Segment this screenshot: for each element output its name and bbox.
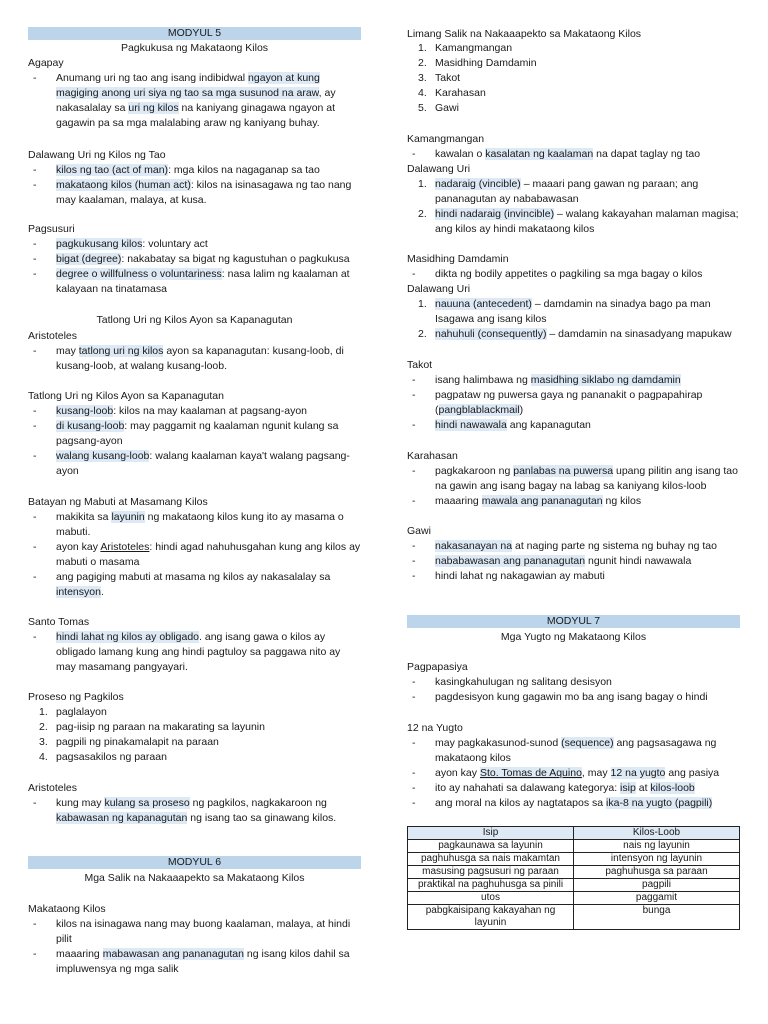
heading-dalawang-uri-2: Dalawang Uri bbox=[407, 283, 471, 295]
modyul-5-title: Pagkukusa ng Makataong Kilos bbox=[120, 42, 269, 54]
list-item: - hindi nawawala ang kapanagutan bbox=[412, 419, 591, 431]
column-header-kilos-loob: Kilos-Loob bbox=[574, 827, 740, 840]
list-item: 3. pagpili ng pinakamalapit na paraan bbox=[39, 736, 219, 748]
table-cell: paghuhusga sa nais makamtan bbox=[408, 853, 574, 866]
list-item: - ayon kay Aristoteles: hindi agad nahuhusgahan kung ang kilos ay mabuti o masama bbox=[33, 541, 361, 568]
table-row bbox=[408, 905, 740, 930]
list-item: - isang halimbawa ng masidhing siklabo ng damdamin bbox=[412, 374, 681, 386]
table-cell: bunga bbox=[574, 905, 740, 930]
modyul-6-label: MODYUL 6 bbox=[28, 856, 361, 869]
heading-pagpapasiya: Pagpapasiya bbox=[407, 661, 468, 673]
heading-kamangmangan: Kamangmangan bbox=[407, 133, 485, 145]
pagsusuri-list bbox=[28, 237, 361, 297]
modyul-7-label: MODYUL 7 bbox=[407, 615, 740, 628]
list-item: - ayon kay Sto. Tomas de Aquino, may 12 na yugto ang pasiya bbox=[412, 767, 720, 779]
dalawang-uri-2-list bbox=[407, 297, 740, 342]
modyul-5-label: MODYUL 5 bbox=[28, 27, 361, 40]
heading-dalawang-uri-1: Dalawang Uri bbox=[407, 163, 471, 175]
limang-salik-list bbox=[407, 41, 740, 116]
list-item: - maaaring mabawasan ang pananagutan ng isang kilos dahil sa impluwensya ng mga salik bbox=[33, 948, 350, 975]
table-row bbox=[408, 879, 740, 892]
table-cell: paggamit bbox=[574, 892, 740, 905]
list-item: - ito ay nahahati sa dalawang kategorya: isip at kilos-loob bbox=[412, 782, 695, 794]
tatlong-uri-list bbox=[28, 404, 361, 479]
list-item: 1. Kamangmangan bbox=[418, 42, 513, 54]
list-item: - nakasanayan na at naging parte ng sistema ng buhay ng tao bbox=[412, 540, 717, 552]
heading-karahasan: Karahasan bbox=[407, 450, 458, 462]
proseso-list bbox=[28, 705, 361, 765]
table-cell: masusing pagsusuri ng paraan bbox=[408, 866, 574, 879]
table-cell: nais ng layunin bbox=[574, 840, 740, 853]
list-item: - dikta ng bodily appetites o pagkiling sa mga bagay o kilos bbox=[412, 268, 703, 280]
heading-batayan: Batayan ng Mabuti at Masamang Kilos bbox=[28, 496, 208, 508]
list-item: - hindi lahat ng kilos ay obligado. ang isang gawa o kilos ay obligado lamang kung ang hindi pagtuloy sa paggawa nito ay may masamang pangyayari. bbox=[33, 631, 341, 673]
table-cell: pagkaunawa sa layunin bbox=[408, 840, 574, 853]
tatlong-uri-title: Tatlong Uri ng Kilos Ayon sa Kapanagutan bbox=[96, 314, 293, 326]
list-item: - ang moral na kilos ay nagtatapos sa ika-8 na yugto (pagpili) bbox=[412, 797, 713, 809]
list-item: 1. paglalayon bbox=[39, 706, 107, 718]
heading-proseso: Proseso ng Pagkilos bbox=[28, 691, 124, 703]
dalawang-uri-1-list bbox=[407, 177, 740, 237]
heading-aristoteles: Aristoteles bbox=[28, 330, 78, 342]
table-cell: pagpili bbox=[574, 879, 740, 892]
kamangmangan-list bbox=[407, 147, 740, 162]
list-item: - bigat (degree): nakabatay sa bigat ng kagustuhan o pagkukusa bbox=[33, 253, 350, 265]
list-item: - kusang-loob: kilos na may kaalaman at pagsang-ayon bbox=[33, 405, 307, 417]
santo-tomas-list bbox=[28, 630, 361, 675]
list-item: - may pagkakasunod-sunod (sequence) ang pagsasagawa ng makataong kilos bbox=[412, 737, 717, 764]
table-cell: utos bbox=[408, 892, 574, 905]
list-item: - pagpataw ng puwersa gaya ng pananakit o pagpapahirap (pangblablackmail) bbox=[412, 389, 703, 416]
list-item: 2. nahuhuli (consequently) – damdamin na sinasadyang mapukaw bbox=[418, 328, 732, 340]
list-item: 1. nadaraig (vincible) – maaari pang gawan ng paraan; ang pananagutan ay nababawasan bbox=[418, 178, 699, 205]
dalawang-uri-list bbox=[28, 163, 361, 208]
list-item: 3. Takot bbox=[418, 72, 461, 84]
list-item: - degree o willfulness o voluntariness: nasa lalim ng kaalaman at kalayaan na tinatamasa bbox=[33, 268, 350, 295]
table-cell: paghuhusga sa paraan bbox=[574, 866, 740, 879]
list-item: 5. Gawi bbox=[418, 102, 459, 114]
takot-list bbox=[407, 373, 740, 433]
table-cell: intensyon ng layunin bbox=[574, 853, 740, 866]
list-item: 2. pag-iisip ng paraan na makarating sa layunin bbox=[39, 721, 265, 733]
list-item: - walang kusang-loob: walang kaalaman kaya't walang pagsang-ayon bbox=[33, 450, 350, 477]
aristoteles-2-list bbox=[28, 796, 361, 826]
pagpapasiya-list bbox=[407, 675, 740, 705]
agapay-list bbox=[28, 71, 361, 131]
heading-masidhing-damdamin: Masidhing Damdamin bbox=[407, 253, 509, 265]
list-item: - pagkukusang kilos: voluntary act bbox=[33, 238, 208, 250]
list-item: - pagkakaroon ng panlabas na puwersa upang pilitin ang isang tao na gawin ang isang bagay na labag sa kaniyang kilos-loob bbox=[412, 465, 738, 492]
list-item: - maaaring mawala ang pananagutan ng kilos bbox=[412, 495, 642, 507]
karahasan-list bbox=[407, 464, 740, 509]
list-item: - may tatlong uri ng kilos ayon sa kapanagutan: kusang-loob, di kusang-loob, at walang kusang-loob. bbox=[33, 345, 344, 372]
list-item: - kawalan o kasalatan ng kaalaman na dapat taglay ng tao bbox=[412, 148, 701, 160]
batayan-list bbox=[28, 510, 361, 600]
heading-agapay: Agapay bbox=[28, 57, 64, 69]
heading-tatlong-uri: Tatlong Uri ng Kilos Ayon sa Kapanagutan bbox=[28, 390, 224, 402]
modyul-6-title: Mga Salik na Nakaaapekto sa Makataong Kilos bbox=[84, 872, 305, 884]
list-item: - hindi lahat ng nakagawian ay mabuti bbox=[412, 570, 605, 582]
list-item: - kasingkahulugan ng salitang desisyon bbox=[412, 676, 612, 688]
heading-12-na-yugto: 12 na Yugto bbox=[407, 722, 463, 734]
table-header-row bbox=[408, 827, 740, 840]
heading-dalawang-uri: Dalawang Uri ng Kilos ng Tao bbox=[28, 149, 166, 161]
list-item: - di kusang-loob: may paggamit ng kaalaman ngunit kulang sa pagsang-ayon bbox=[33, 420, 339, 447]
modyul-7-title: Mga Yugto ng Makataong Kilos bbox=[500, 631, 647, 643]
table-row bbox=[408, 853, 740, 866]
table-row bbox=[408, 840, 740, 853]
heading-makataong-kilos: Makataong Kilos bbox=[28, 903, 106, 915]
table-row bbox=[408, 892, 740, 905]
heading-gawi: Gawi bbox=[407, 525, 431, 537]
makataong-kilos-list bbox=[28, 917, 361, 977]
isip-kilos-loob-table bbox=[407, 826, 740, 930]
list-item: - Anumang uri ng tao ang isang indibidwal ngayon at kung magiging anong uri siya ng tao sa mga susunod na araw, ay nakasalalay sa uri ng kilos na kaniyang ginagawa ngayon at gagawin pa sa mga malalabing araw ng kaniyang buhay. bbox=[33, 72, 336, 129]
heading-limang-salik: Limang Salik na Nakaaapekto sa Makataong Kilos bbox=[407, 28, 642, 40]
list-item: 4. Karahasan bbox=[418, 87, 486, 99]
yugto-list bbox=[407, 736, 740, 811]
gawi-list bbox=[407, 539, 740, 584]
list-item: - makataong kilos (human act): kilos na isinasagawa ng tao nang may kaalaman, malaya, at kusa. bbox=[33, 179, 352, 206]
list-item: - ang pagiging mabuti at masama ng kilos ay nakasalalay sa intensyon. bbox=[33, 571, 331, 598]
list-item: 2. hindi nadaraig (invincible) – walang kakayahan malaman magisa; ang kilos ay hindi makataong kilos bbox=[418, 208, 739, 235]
list-item: - kilos na isinagawa nang may buong kaalaman, malaya, at hindi pilit bbox=[33, 918, 351, 945]
masidhing-damdamin-list bbox=[407, 267, 740, 282]
heading-pagsusuri: Pagsusuri bbox=[28, 223, 75, 235]
column-header-isip: Isip bbox=[408, 827, 574, 840]
list-item: 2. Masidhing Damdamin bbox=[418, 57, 537, 69]
list-item: - nababawasan ang pananagutan ngunit hindi nawawala bbox=[412, 555, 692, 567]
heading-aristoteles-2: Aristoteles bbox=[28, 782, 78, 794]
list-item: 1. nauuna (antecedent) – damdamin na sinadya bago pa man Isagawa ang isang kilos bbox=[418, 298, 711, 325]
aristoteles-list bbox=[28, 344, 361, 374]
list-item: - makikita sa layunin ng makataong kilos kung ito ay masama o mabuti. bbox=[33, 511, 344, 538]
heading-santo-tomas: Santo Tomas bbox=[28, 616, 90, 628]
table-cell: pabgkaisipang kakayahan ng layunin bbox=[408, 905, 574, 930]
list-item: 4. pagsasakilos ng paraan bbox=[39, 751, 167, 763]
list-item: - kilos ng tao (act of man): mga kilos na nagaganap sa tao bbox=[33, 164, 320, 176]
list-item: - pagdesisyon kung gagawin mo ba ang isang bagay o hindi bbox=[412, 691, 708, 703]
list-item: - kung may kulang sa proseso ng pagkilos, nagkakaroon ng kabawasan ng kapanagutan ng isang tao sa ginawang kilos. bbox=[33, 797, 337, 824]
table-cell: praktikal na paghuhusga sa pinili bbox=[408, 879, 574, 892]
table-row bbox=[408, 866, 740, 879]
heading-takot: Takot bbox=[407, 359, 433, 371]
